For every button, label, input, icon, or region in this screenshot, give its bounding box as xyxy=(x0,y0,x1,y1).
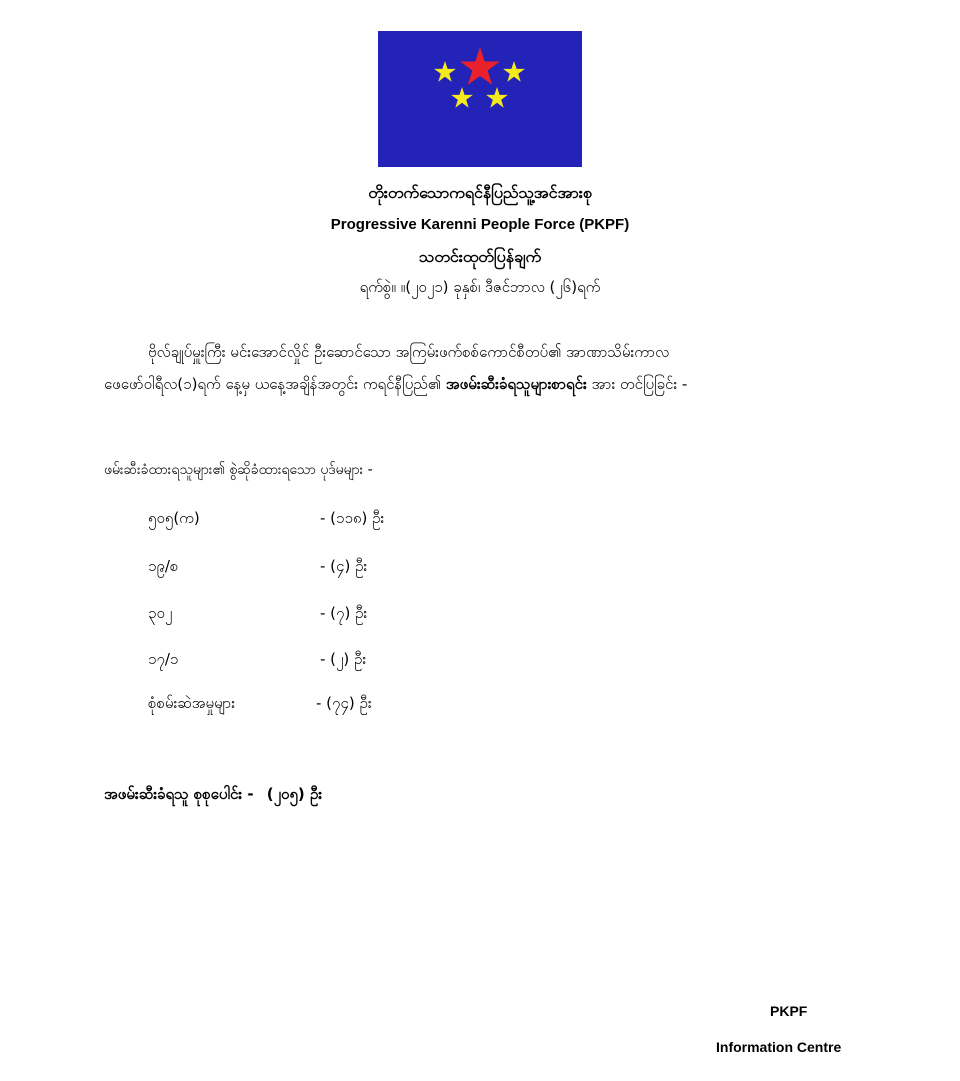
section-code: ၁၉/စ xyxy=(148,557,179,575)
detainee-count: - (၂) ဦး xyxy=(320,650,367,668)
section-code: ၃၀၂ xyxy=(148,604,173,622)
intro-line-1: ဗိုလ်ချုပ်မှူးကြီး မင်းအောင်လှိုင် ဦးဆောင်သော အကြမ်းဖက်စစ်ကောင်စီတပ်၏ အာဏာသိမ်းကာလ xyxy=(148,343,670,361)
signature-unit: Information Centre xyxy=(716,1039,842,1055)
intro-line-2-start: ဖေဖော်ဝါရီလ(၁)ရက် နေ့မှ ယနေ့အချိန်အတွင်း ကရင်နီပြည်၏ xyxy=(104,375,446,393)
org-name-english: Progressive Karenni People Force (PKPF) xyxy=(330,216,630,233)
list-item xyxy=(148,604,468,628)
section-code: ၅၀၅(က) xyxy=(148,509,200,527)
pkpf-flag xyxy=(378,31,582,167)
detainee-count: - (၇၄) ဦး xyxy=(316,694,372,712)
total-detained xyxy=(104,785,322,807)
intro-line-2 xyxy=(104,368,860,400)
intro-emphasis: အဖမ်းဆီးခံရသူများစာရင်း xyxy=(445,375,587,393)
section-code: ၁၇/၁ xyxy=(148,650,179,668)
org-name-burmese: တိုးတက်သောကရင်နီပြည်သူ့အင်အားစု xyxy=(368,183,592,202)
total-value: (၂၀၅) ဦး xyxy=(266,785,323,803)
list-item xyxy=(148,509,468,533)
detainee-count: - (၄) ဦး xyxy=(320,557,368,575)
document-date: ရက်စွဲ။ ။(၂၀၂၁) ခုနှစ်၊ ဒီဇင်ဘာလ (၂၆)ရက် xyxy=(359,278,601,296)
list-item xyxy=(148,557,468,581)
total-label: အဖမ်းဆီးခံရသူ စုစုပေါင်း - xyxy=(104,785,254,803)
list-item xyxy=(148,650,468,674)
detainee-count: - (၁၁၈) ဦး xyxy=(320,509,385,527)
sections-heading: ဖမ်းဆီးခံထားရသူများ၏ စွဲဆိုခံထားရသော ပုဒ်မများ - xyxy=(104,462,373,478)
intro-paragraph xyxy=(104,336,860,400)
detainee-count: - (၇) ဦး xyxy=(320,604,368,622)
intro-line-2-end: အား တင်ပြခြင်း - xyxy=(586,375,688,393)
list-item xyxy=(148,694,468,718)
document-type: သတင်းထုတ်ပြန်ချက် xyxy=(418,247,542,266)
section-code: စုံစမ်းဆဲအမှုများ xyxy=(148,694,236,712)
signature-org: PKPF xyxy=(770,1003,808,1019)
